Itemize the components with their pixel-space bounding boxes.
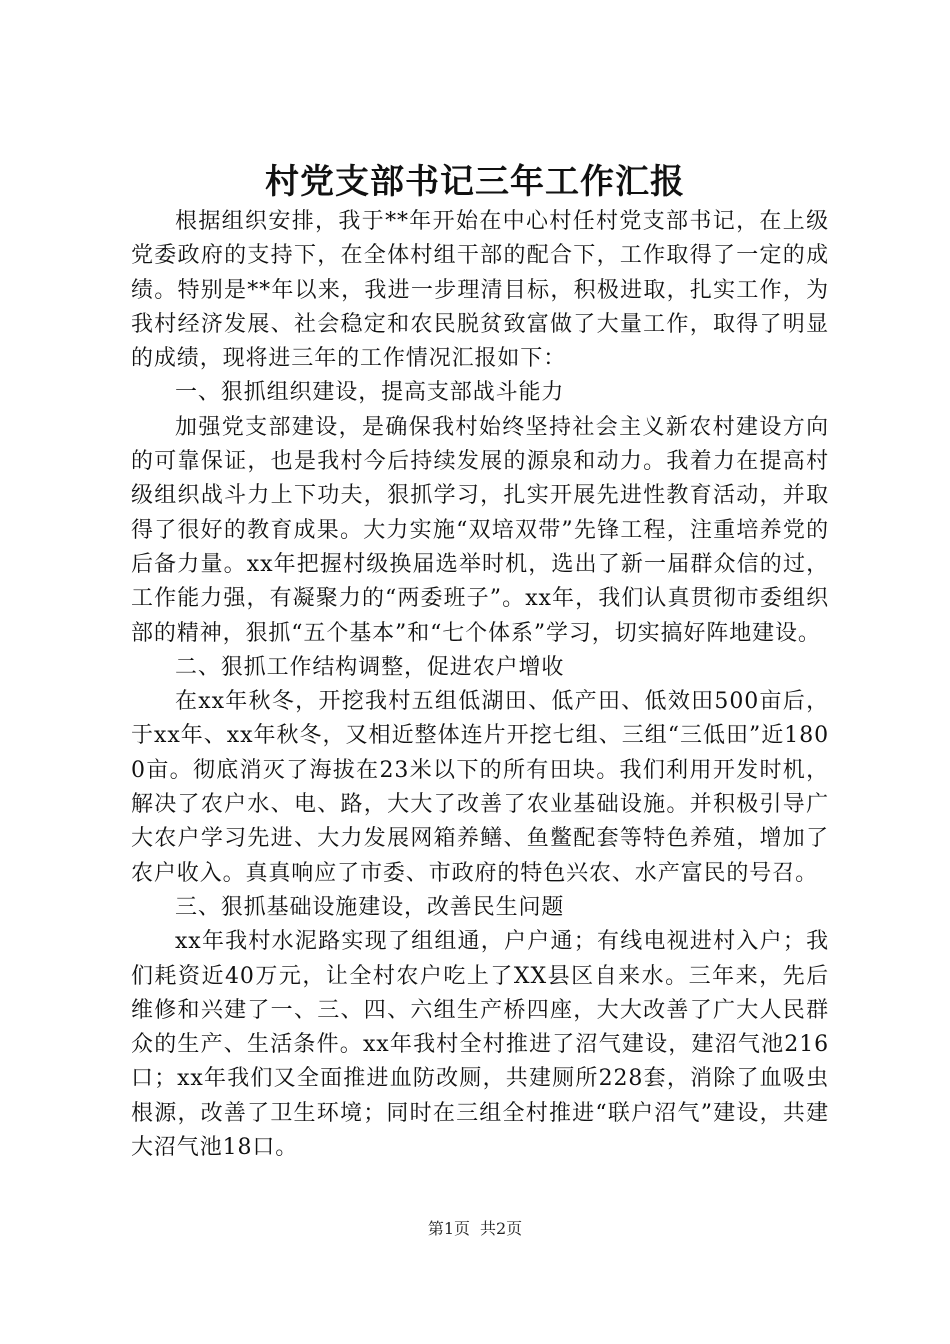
section-heading-3: 三、狠抓基础设施建设，改善民生问题 bbox=[175, 894, 565, 920]
document-body bbox=[131, 205, 829, 1165]
page-total: 共2页 bbox=[480, 1219, 523, 1238]
section-heading-1: 一、狠抓组织建设，提高支部战斗能力 bbox=[175, 380, 565, 406]
intro-paragraph: 根据组织安排，我于**年开始在中心村任村党支部书记，在上级党委政府的支持下，在全体村组干部的配合下，工作取得了一定的成绩。特别是**年以来，我进一步理清目标，积极进取，扎实工作，为我村经济发展、社会稳定和农民脱贫致富做了大量工作，取得了明显的成绩，现将进三年的工作情况汇报如下： bbox=[131, 209, 829, 372]
section-heading-2: 二、狠抓工作结构调整，促进农户增收 bbox=[175, 654, 565, 680]
section-2-paragraph: 在xx年秋冬，开挖我村五组低湖田、低产田、低效田500亩后，于xx年、xx年秋冬，又相近整体连片开挖七组、三组“三低田”近1800亩。彻底消灭了海拔在23米以下的所有田块。我们利用开发时机，解决了农户水、电、路，大大了改善了农业基础设施。并积极引导广大农户学习先进、大力发展网箱养鳝、鱼鳖配套等特色养殖，增加了农户收入。真真响应了市委、市政府的特色兴农、水产富民的号召。 bbox=[131, 689, 829, 886]
section-1-paragraph: 加强党支部建设，是确保我村始终坚持社会主义新农村建设方向的可靠保证，也是我村今后持续发展的源泉和动力。我着力在提高村级组织战斗力上下功夫，狠抓学习，扎实开展先进性教育活动，并取得了很好的教育成果。大力实施“双培双带”先锋工程，注重培养党的后备力量。xx年把握村级换届选举时机，选出了新一届群众信的过，工作能力强，有凝聚力的“两委班子”。xx年，我们认真贯彻市委组织部的精神，狠抓“五个基本”和“七个体系”学习，切实搞好阵地建设。 bbox=[131, 414, 829, 646]
document-title: 村党支部书记三年工作汇报 bbox=[265, 162, 685, 202]
page-footer bbox=[0, 1218, 950, 1240]
page-number: 第1页 bbox=[427, 1219, 470, 1238]
section-3-paragraph: xx年我村水泥路实现了组组通，户户通；有线电视进村入户；我们耗资近40万元，让全村农户吃上了XX县区自来水。三年来，先后维修和兴建了一、三、四、六组生产桥四座，大大改善了广大人民群众的生产、生活条件。xx年我村全村推进了沼气建设，建沼气池216口；xx年我们又全面推进血防改厕，共建厕所228套，消除了血吸虫根源，改善了卫生环境；同时在三组全村推进“联户沼气”建设，共建大沼气池18口。 bbox=[131, 929, 829, 1161]
